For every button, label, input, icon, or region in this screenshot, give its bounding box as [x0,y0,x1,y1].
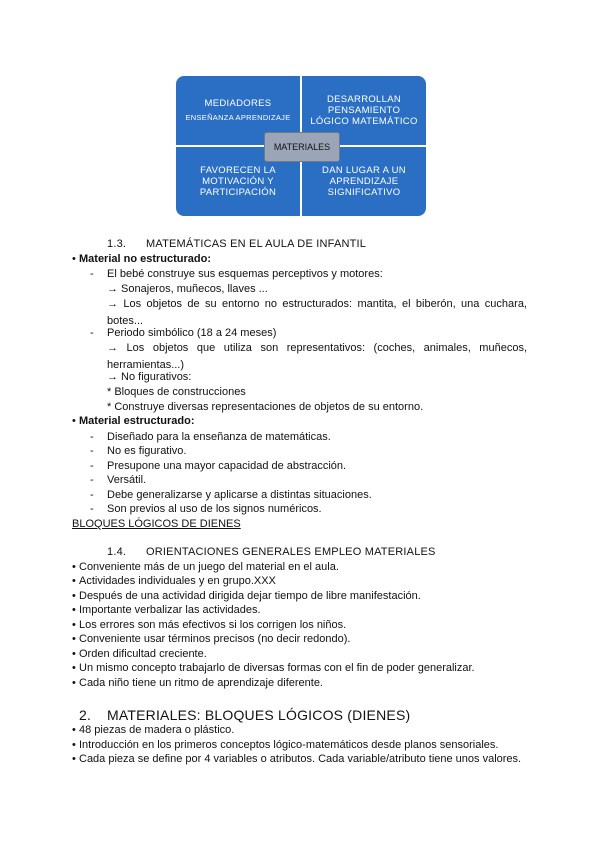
dash: - [90,489,94,501]
list-item: Los errores son más efectivos si los corrigen los niños. [79,619,347,631]
list-item: Conveniente más de un juego del material en el aula. [79,561,339,573]
bullet: • [72,739,76,751]
list-item: Cada niño tiene un ritmo de aprendizaje diferente. [79,677,323,689]
section-1-4-title: ORIENTACIONES GENERALES EMPLEO MATERIALES [146,546,436,558]
bullet: • [72,619,76,631]
dash: - [90,460,94,472]
diagram-favorecen: FAVORECEN LA MOTIVACIÓN Y PARTICIPACIÓN [176,147,300,216]
list-item: → No figurativos: [107,371,192,383]
diagram-dan-lugar: DAN LUGAR A UN APRENDIZAJE SIGNIFICATIVO [302,147,426,216]
list-item: Diseñado para la enseñanza de matemáticas. [107,431,331,443]
list-item: → Sonajeros, muñecos, llaves ... [107,283,268,295]
list-item: El bebé construye sus esquemas perceptivos y motores: [107,268,383,280]
list-item: Son previos al uso de los signos numéricos. [107,503,322,515]
dash: - [90,445,94,457]
section-1-3-title: MATEMÁTICAS EN EL AULA DE INFANTIL [146,238,367,250]
dash: - [90,474,94,486]
diagram-center-materiales: MATERIALES [264,132,340,162]
dash: - [90,327,94,339]
section-2-number: 2. [79,707,92,723]
list-item: * Construye diversas representaciones de objetos de su entorno. [107,401,424,413]
no-estructurado-heading: Material no estructurado: [79,253,212,265]
list-item: → Los objetos que utiliza son representativos: (coches, animales, muñecos, herramientas...) [107,342,527,371]
diagram-mediadores-subtitle: ENSEÑANZA APRENDIZAJE [185,113,291,122]
bloques-logicos-link[interactable]: BLOQUES LÓGICOS DE DIENES [72,518,241,530]
list-item: Importante verbalizar las actividades. [79,604,261,616]
bullet: • [72,724,76,736]
section-1-4-number: 1.4. [107,546,127,558]
list-item: Debe generalizarse y aplicarse a distintas situaciones. [107,489,372,501]
bullet: • [72,662,76,674]
list-item: Un mismo concepto trabajarlo de diversas formas con el fin de poder generalizar. [79,662,475,674]
diagram-desarrollan: DESARROLLAN PENSAMIENTO LÓGICO MATEMÁTICO [302,76,426,145]
list-item: 48 piezas de madera o plástico. [79,724,235,736]
bullet: • [72,561,76,573]
bullet: • [72,633,76,645]
list-item: Conveniente usar términos precisos (no decir redondo). [79,633,351,645]
bullet: • [72,415,76,427]
bullet: • [72,677,76,689]
bullet: • [72,253,76,265]
estructurado-heading: Material estructurado: [79,415,195,427]
materiales-diagram [176,76,426,216]
bullet: • [72,590,76,602]
diagram-mediadores-title: MEDIADORES [204,98,272,109]
list-item: Cada pieza se define por 4 variables o atributos. Cada variable/atributo tiene unos valores. [79,753,522,765]
list-item: * Bloques de construcciones [107,386,246,398]
list-item: No es figurativo. [107,445,187,457]
dash: - [90,268,94,280]
section-1-3-number: 1.3. [107,238,127,250]
list-item: Introducción en los primeros conceptos lógico-matemáticos desde planos sensoriales. [79,739,499,751]
list-item: Presupone una mayor capacidad de abstracción. [107,460,347,472]
bullet: • [72,604,76,616]
dash: - [90,431,94,443]
list-item: Actividades individuales y en grupo.XXX [79,575,276,587]
bullet: • [72,753,76,765]
bullet: • [72,575,76,587]
list-item: → Los objetos de su entorno no estructurados: mantita, el biberón, una cuchara, botes... [107,298,527,327]
section-2-title: MATERIALES: BLOQUES LÓGICOS (DIENES) [107,707,411,723]
dash: - [90,503,94,515]
list-item: Después de una actividad dirigida dejar tiempo de libre manifestación. [79,590,421,602]
list-item: Versátil. [107,474,147,486]
list-item: Periodo simbólico (18 a 24 meses) [107,327,277,339]
list-item: Orden dificultad creciente. [79,648,207,660]
bullet: • [72,648,76,660]
